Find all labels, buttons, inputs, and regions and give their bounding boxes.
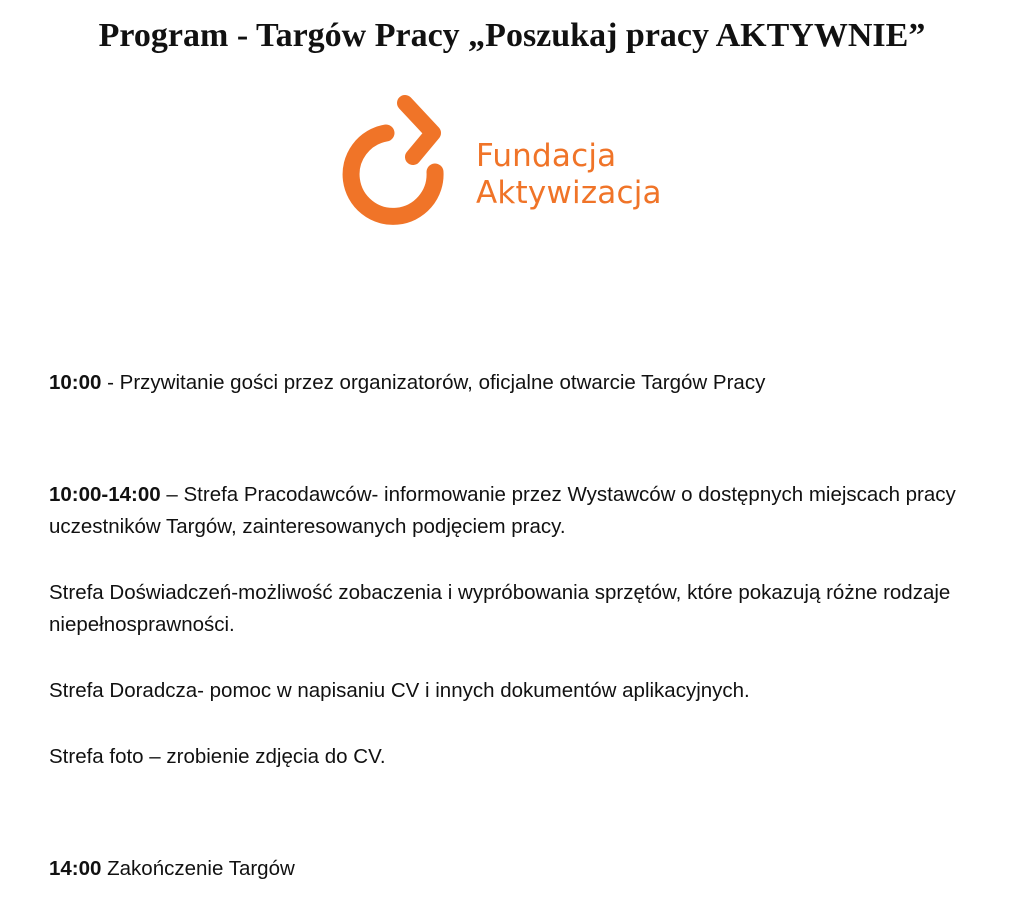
program-text: Strefa Doświadczeń-możliwość zobaczenia i wypróbowania sprzętów, które pokazują różne rodzaje niepełnosprawności. — [49, 581, 951, 636]
logo-line-1: Fundacja — [476, 138, 617, 174]
program-time: 10:00-14:00 — [49, 483, 161, 506]
program-text: Strefa Doradcza- pomoc w napisaniu CV i innych dokumentów aplikacyjnych. — [49, 679, 750, 702]
activation-arrow-icon — [342, 95, 472, 235]
program-text: Strefa foto – zrobienie zdjęcia do CV. — [49, 745, 386, 768]
foundation-logo — [342, 95, 682, 235]
program-item-photo-zone — [49, 741, 999, 773]
program-time: 14:00 — [49, 857, 102, 880]
program-text: Zakończenie Targów — [101, 857, 295, 880]
program-text: – Strefa Pracodawców- informowanie przez Wystawców o dostępnych miejscach pracy uczestników Targów, zainteresowanych podjęciem pracy. — [49, 483, 956, 538]
program-item-experience-zone — [49, 577, 999, 641]
program-item-advisory-zone — [49, 675, 999, 707]
program-time: 10:00 — [49, 371, 102, 394]
logo-line-2: Aktywizacja — [476, 175, 662, 211]
document-title: Program - Targów Pracy „Poszukaj pracy AKTYWNIE” — [98, 17, 926, 54]
program-text: - Przywitanie gości przez organizatorów, oficjalne otwarcie Targów Pracy — [101, 371, 766, 394]
program-item-employers-zone — [49, 479, 999, 543]
logo-wordmark — [476, 138, 662, 212]
program-item-closing — [49, 853, 999, 885]
program-item-opening — [49, 367, 999, 399]
